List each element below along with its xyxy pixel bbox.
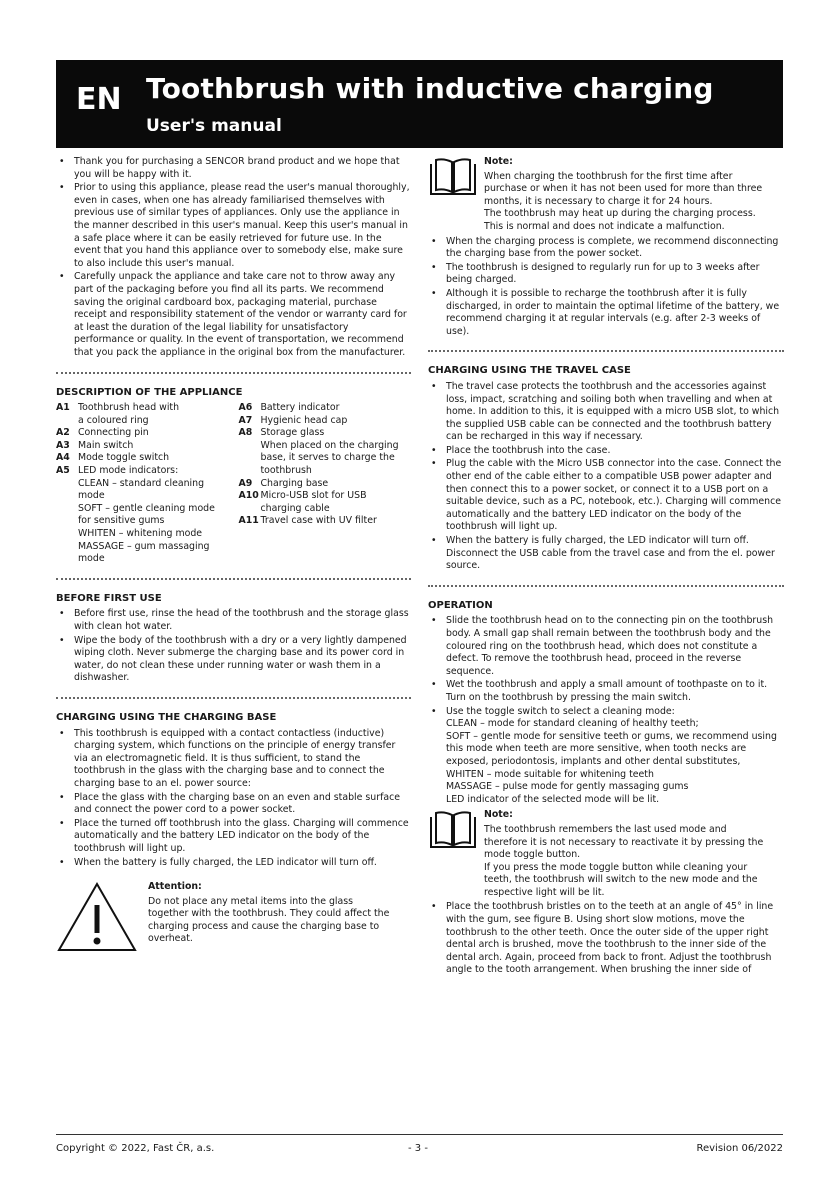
list-item: • Prior to using this appliance, please read the user's manual thoroughly, even in cases, when one has already familiarised themselves with previous use of similar types of appliances. Only use the appliance in the manner described in this user's manual. Keep this user's manual in a safe place where it can be easily retrieved for future use. In the event that you hand this appliance over to somebody else, make sure to also include this user's manual.: [56, 182, 411, 270]
part-code: A2: [56, 427, 70, 439]
part-item: [239, 415, 412, 428]
dotted-separator: [56, 372, 411, 374]
part-code: A5: [56, 465, 70, 477]
list-item: • Use the toggle switch to select a cleaning mode: CLEAN – mode for standard cleaning of healthy teeth; SOFT – gentle mode for sensitive teeth or gums, we recommend using this mode when teeth are more sensitive, when tooth necks are exposed, periodontosis, implants and other dental substitutes, WHITEN – mode suitable for whitening teeth MASSAGE – pulse mode for gently massaging gums LED indicator of the selected mode will be lit.: [428, 706, 784, 807]
list-item: • Place the toothbrush bristles on to the teeth at an angle of 45° in line with the gum, see figure B. Using short slow motions, move the toothbrush to the other teeth. Once the outer side of the upper right dental arch is brushed, move the toothbrush to the inner side of the dental arch. Again, proceed from back to front. Adjust the toothbrush angle to the tooth arrangement. When brushing the inner side of: [428, 901, 784, 977]
part-code: A11: [238, 515, 259, 527]
note-content: [484, 809, 784, 899]
part-item: [239, 402, 412, 415]
part-item: [239, 515, 412, 528]
list-item: • The travel case protects the toothbrush and the accessories against loss, impact, scratching and soiling both when travelling and when at home. In addition to this, it is equipped with a micro USB slot, to which the supplied USB cable can be connected and the toothbrush battery can be recharged in this way if necessary.: [428, 381, 784, 444]
travel-case-list: [428, 381, 784, 573]
dotted-separator: [428, 585, 784, 587]
part-item: [239, 478, 412, 491]
part-text: Charging base: [260, 477, 329, 489]
attention-content: [148, 881, 411, 958]
book-icon: [428, 809, 484, 899]
revision-text: Revision 06/2022: [696, 1143, 783, 1154]
document-header: [56, 60, 783, 148]
section-heading-before-first-use: BEFORE FIRST USE: [56, 592, 162, 604]
note-title: Note:: [484, 809, 513, 821]
list-item: • Carefully unpack the appliance and take care not to throw away any part of the packaging before you find all its parts. We recommend saving the original cardboard box, packaging material, purchase receipt and responsibility statement of the vendor or warranty card for at least the duration of the legal liability for unsatisfactory performance or quality. In the event of transportation, we recommend that you pack the appliance in the original box from the manufacturer.: [56, 271, 411, 359]
intro-list: [56, 156, 411, 360]
list-item: • Although it is possible to recharge the toothbrush after it is fully discharged, in order to maintain the optimal lifetime of the battery, we recommend charging it at regular intervals (e.g. after 2-3 weeks of use).: [428, 288, 784, 338]
document-title: Toothbrush with inductive charging: [146, 72, 714, 105]
part-code: A6: [238, 402, 253, 414]
attention-text: Do not place any metal items into the glass together with the toothbrush. They could affect the charging process and cause the charging base to overheat.: [148, 895, 390, 945]
part-text: Connecting pin: [78, 427, 149, 439]
document-subtitle: User's manual: [146, 116, 282, 136]
part-text: Mode toggle switch: [78, 452, 170, 464]
part-text: LED mode indicators: CLEAN – standard cleaning mode SOFT – gentle cleaning mode for sensitive gums WHITEN – whitening mode MASSAGE – gum massaging mode: [78, 465, 215, 565]
dotted-separator: [428, 350, 784, 352]
right-column: [428, 156, 784, 978]
part-text: Hygienic head cap: [260, 414, 348, 426]
part-code: A4: [56, 452, 70, 464]
list-item: • This toothbrush is equipped with a contact contactless (inductive) charging system, which functions on the principle of energy transfer via an electromagnetic field. It is thus sufficient, to stand the toothbrush in the glass with the charging base and to connect the charging base to an el. power source:: [56, 728, 411, 791]
part-text: Travel case with UV filter: [260, 515, 377, 527]
list-item: • Plug the cable with the Micro USB connector into the case. Connect the other end of the cable either to a compatible USB power adapter and then connect this to a power socket, or connect it to a USB port on a suitable device, such as a PC, notebook, etc.). Charging will commence automatically and the battery LED indicator on the body of the toothbrush will light up.: [428, 458, 784, 534]
section-heading-charging-base: CHARGING USING THE CHARGING BASE: [56, 711, 277, 723]
list-item: • Wet the toothbrush and apply a small amount of toothpaste on to it. Turn on the toothbrush by pressing the main switch.: [428, 679, 784, 704]
book-icon: [428, 156, 484, 234]
note-box: [428, 809, 784, 899]
part-item: [56, 452, 229, 465]
part-item: [239, 490, 412, 515]
list-item: • Before first use, rinse the head of the toothbrush and the storage glass with clean hot water.: [56, 608, 411, 633]
part-item: [56, 440, 229, 453]
note-title: Note:: [484, 156, 513, 167]
language-code: EN: [76, 82, 122, 117]
attention-box: [56, 881, 411, 958]
part-item: [56, 427, 229, 440]
list-item: • Place the toothbrush into the case.: [428, 445, 784, 458]
part-code: A1: [56, 402, 70, 414]
part-code: A7: [238, 414, 253, 426]
section-heading-description: DESCRIPTION OF THE APPLIANCE: [56, 386, 243, 398]
left-column: [56, 156, 411, 958]
note-box: [428, 156, 784, 234]
part-item: [239, 427, 412, 477]
section-heading-travel-case: CHARGING USING THE TRAVEL CASE: [428, 365, 631, 377]
part-text: Main switch: [78, 439, 134, 451]
part-item: [56, 402, 229, 427]
list-item: • Slide the toothbrush head on to the connecting pin on the toothbrush body. A small gap shall remain between the toothbrush body and the coloured ring on the toothbrush head, which does not constitute a defect. To remove the toothbrush head, proceed in the reverse sequence.: [428, 615, 784, 678]
part-text: Toothbrush head with a coloured ring: [78, 402, 180, 426]
warning-icon: [56, 881, 148, 958]
list-item: • Place the glass with the charging base on an even and stable surface and connect the power cord to a power socket.: [56, 792, 411, 817]
parts-column-right: [239, 402, 412, 566]
list-item: • Place the turned off toothbrush into the glass. Charging will commence automatically and the battery LED indicator on the body of the toothbrush will light up.: [56, 818, 411, 856]
note-text: The toothbrush remembers the last used mode and therefore it is not necessary to reactivate it by pressing the mode toggle button. If you press the mode toggle button while cleaning your teeth, the toothbrush will switch to the new mode and the respective light will be lit.: [484, 823, 764, 898]
list-item: • When the battery is fully charged, the LED indicator will turn off.: [56, 857, 411, 870]
list-item: • When the charging process is complete, we recommend disconnecting the charging base from the power socket.: [428, 236, 784, 261]
operation-list: [428, 615, 784, 806]
charging-base-list: [56, 728, 411, 870]
charging-info-list: [428, 236, 784, 339]
part-code: A8: [238, 427, 253, 439]
list-item: • Thank you for purchasing a SENCOR brand product and we hope that you will be happy with it.: [56, 156, 411, 181]
parts-list: [56, 402, 411, 566]
part-text: Micro-USB slot for USB charging cable: [260, 490, 367, 514]
note-text: When charging the toothbrush for the first time after purchase or when it has not been used for more than three months, it is necessary to charge it for 24 hours. The toothbrush may heat up during the charging process. This is normal and does not indicate a malfunction.: [484, 170, 763, 232]
page-number: - 3 -: [408, 1143, 428, 1154]
part-code: A3: [56, 439, 70, 451]
list-item: • When the battery is fully charged, the LED indicator will turn off. Disconnect the USB cable from the travel case and from the el. power source.: [428, 535, 784, 573]
list-item: • The toothbrush is designed to regularly run for up to 3 weeks after being charged.: [428, 262, 784, 287]
part-text: Battery indicator: [260, 402, 340, 414]
before-first-use-list: [56, 608, 411, 685]
parts-column-left: [56, 402, 229, 566]
part-text: Storage glass When placed on the charging base, it serves to charge the toothbrush: [260, 427, 399, 477]
operation-list-continued: [428, 901, 784, 977]
list-item: • Wipe the body of the toothbrush with a dry or a very lightly dampened wiping cloth. Never submerge the charging base and its power cord in water, do not clean these under running water or wash them in a dishwasher.: [56, 635, 411, 685]
dotted-separator: [56, 578, 411, 580]
section-heading-operation: OPERATION: [428, 599, 493, 611]
part-item: [56, 465, 229, 566]
attention-title: Attention:: [148, 881, 202, 893]
dotted-separator: [56, 697, 411, 699]
note-content: [484, 156, 784, 234]
copyright-text: Copyright © 2022, Fast ČR, a.s.: [56, 1143, 215, 1154]
part-code: A9: [238, 477, 253, 489]
part-code: A10: [238, 490, 259, 502]
page-footer: [56, 1134, 783, 1154]
